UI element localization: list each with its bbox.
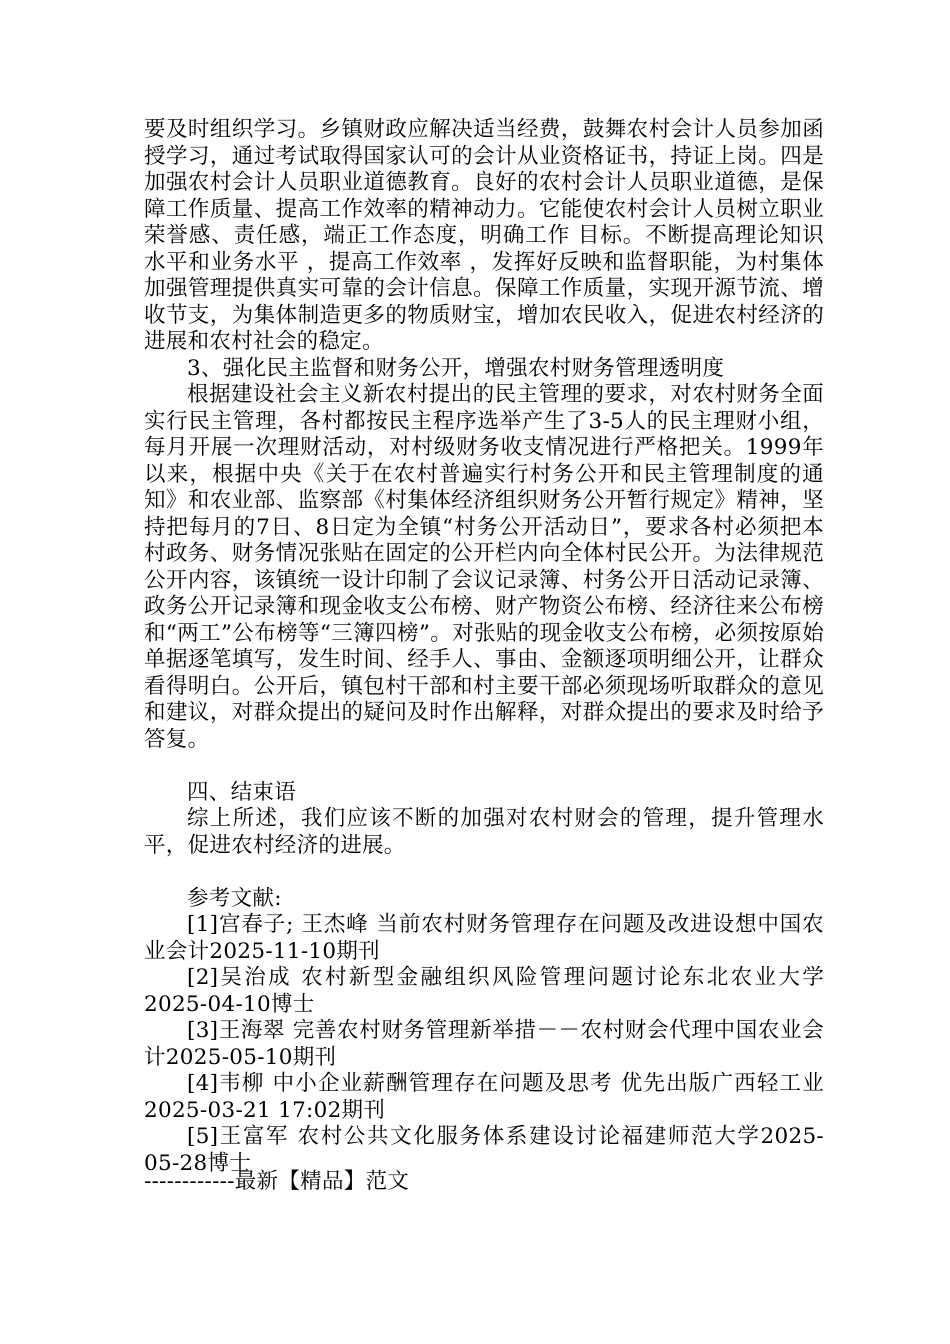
reference-item: [2]吴治成 农村新型金融组织风险管理问题讨论东北农业大学2025-04-10博士 xyxy=(144,965,824,1017)
section-heading-conclusion: 四、结束语 xyxy=(187,779,297,805)
spacer xyxy=(144,753,824,780)
reference-item: [5]王富军 农村公共文化服务体系建设讨论福建师范大学2025-05-28博士 xyxy=(144,1124,824,1176)
spacer xyxy=(144,859,824,886)
document-body xyxy=(144,117,824,1177)
references-title: 参考文献: xyxy=(187,885,282,911)
reference-item: [3]王海翠 完善农村财务管理新举措－－农村财会代理中国农业会计2025-05-10期刊 xyxy=(144,1018,824,1070)
reference-item: [1]宫春子; 王杰峰 当前农村财务管理存在问题及改进设想中国农业会计2025-11-10期刊 xyxy=(144,912,824,964)
paragraph-training: 要及时组织学习。乡镇财政应解决适当经费，鼓舞农村会计人员参加函授学习，通过考试取得国家认可的会计从业资格证书，持证上岗。四是加强农村会计人员职业道德教育。良好的农村会计人员职业道德，是保障工作质量、提高工作效率的精神动力。它能使农村会计人员树立职业荣誉感、责任感，端正工作态度，明确工作 目标。不断提高理论知识水平和业务水平 ，提高工作效率 ，发挥好反映和监督职能，为村集体加强管理提供真实可靠的会计信息。保障工作质量，实现开源节流、增收节支，为集体制造更多的物质财宝，增加农民收入，促进农村经济的进展和农村社会的稳定。 xyxy=(144,117,824,354)
reference-item: [4]韦柳 中小企业薪酬管理存在问题及思考 优先出版广西轻工业2025-03-21 17:02期刊 xyxy=(144,1071,824,1123)
section-heading-3: 3、强化民主监督和财务公开，增强农村财务管理透明度 xyxy=(187,355,725,381)
paragraph-democratic-management: 根据建设社会主义新农村提出的民主管理的要求，对农村财务全面实行民主管理，各村都按民主程序选举产生了3-5人的民主理财小组，每月开展一次理财活动，对村级财务收支情况进行严格把关。1999年以来，根据中央《关于在农村普遍实行村务公开和民主管理制度的通知》和农业部、监察部《村集体经济组织财务公开暂行规定》精神，坚持把每月的7日、8日定为全镇“村务公开活动日”，要求各村必须把本村政务、财务情况张贴在固定的公开栏内向全体村民公开。为法律规范公开内容，该镇统一设计印制了会议记录簿、村务公开日活动记录簿、政务公开记录簿和现金收支公布榜、财产物资公布榜、经济往来公布榜和“两工”公布榜等“三簿四榜”。对张贴的现金收支公布榜，必须按原始单据逐笔填写，发生时间、经手人、事由、金额逐项明细公开，让群众看得明白。公开后，镇包村干部和村主要干部必须现场听取群众的意见和建议，对群众提出的疑问及时作出解释，对群众提出的要求及时给予答复。 xyxy=(144,382,824,752)
paragraph-conclusion: 综上所述，我们应该不断的加强对农村财会的管理，提升管理水平，促进农村经济的进展。 xyxy=(144,806,824,858)
footer-text: ------------最新【精品】范文 xyxy=(144,1169,410,1194)
